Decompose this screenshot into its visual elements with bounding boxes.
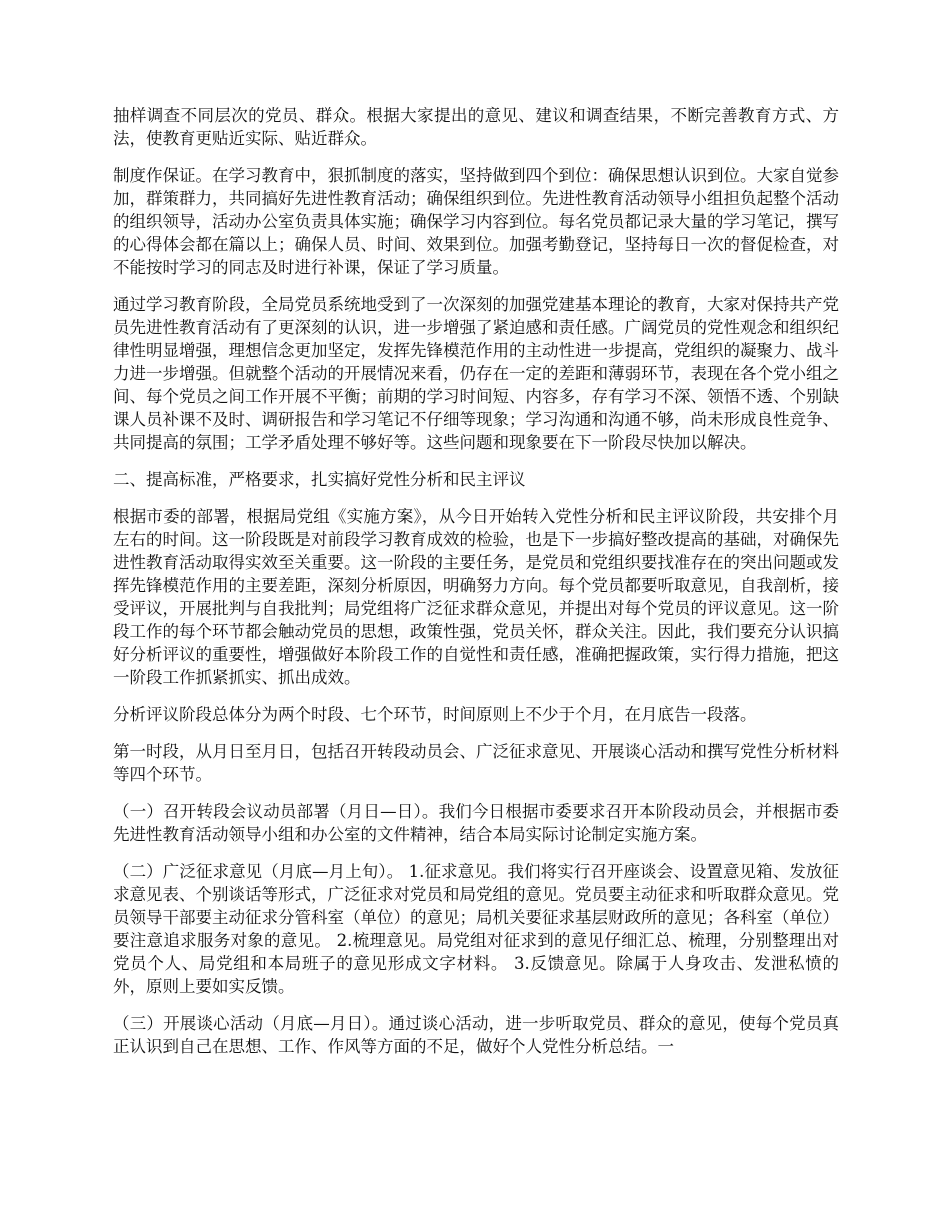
paragraph-system-guarantee: 制度作保证。在学习教育中，狠抓制度的落实，坚持做到四个到位：确保思想认识到位。大家自觉参加，群策群力，共同搞好先进性教育活动；确保组织到位。先进性教育活动领导小组担负起整个活动的组织领导，活动办公室负责具体实施；确保学习内容到位。每名党员都记录大量的学习笔记，撰写的心得体会都在篇以上；确保人员、时间、效果到位。加强考勤登记，坚持每日一次的督促检查，对不能按时学习的同志及时进行补课，保证了学习质量。	[113, 166, 839, 277]
paragraph-study-results: 通过学习教育阶段，全局党员系统地受到了一次深刻的加强党建基本理论的教育，大家对保持共产党员先进性教育活动有了更深刻的认识，进一步增强了紧迫感和责任感。广阔党员的党性观念和组织纪律性明显增强，理想信念更加坚定，发挥先锋模范作用的主动性进一步提高，党组织的凝聚力、战斗力进一步增强。但就整个活动的开展情况来看，仍存在一定的差距和薄弱环节，表现在各个党小组之间、每个党员之间工作开展不平衡；前期的学习时间短、内容多，存有学习不深、领悟不透、个别缺课人员补课不及时、调研报告和学习笔记不仔细等现象；学习沟通和沟通不够，尚未形成良性竞争、共同提高的氛围；工学矛盾处理不够好等。这些问题和现象要在下一阶段尽快加以解决。	[113, 295, 839, 452]
section-heading: 二、提高标准，严格要求，扎实搞好党性分析和民主评议	[113, 470, 526, 489]
paragraph-item-2: （二）广泛征求意见（月底—月上旬）。 1.征求意见。我们将实行召开座谈会、设置意见箱、发放征求意见表、个别谈话等形式，广泛征求对党员和局党组的意见。党员要主动征求和听取群众意见。党员领导干部要主动征求分管科室（单位）的意见；局机关要征求基层财政所的意见；各科室（单位）要注意追求服务对象的意见。 2.梳理意见。局党组对征求到的意见仔细汇总、梳理，分别整理出对党员个人、局党组和本局班子的意见形成文字材料。 3.反馈意见。除属于人身攻击、发泄私愤的外，原则上要如实反馈。	[113, 862, 839, 996]
paragraph-first-period: 第一时段，从月日至月日，包括召开转段动员会、广泛征求意见、开展谈心活动和撰写党性分析材料等四个环节。	[113, 742, 839, 784]
paragraph-item-3: （三）开展谈心活动（月底—月日）。通过谈心活动，进一步听取党员、群众的意见，使每个党员真正认识到自己在思想、工作、作风等方面的不足，做好个人党性分析总结。一	[113, 1014, 839, 1056]
paragraph-item-1: （一）召开转段会议动员部署（月日—日）。我们今日根据市委要求召开本阶段动员会，并根据市委先进性教育活动领导小组和办公室的文件精神，结合本局实际讨论制定实施方案。	[113, 802, 839, 844]
document-body	[113, 104, 839, 1072]
paragraph-analysis-stage: 根据市委的部署，根据局党组《实施方案》，从今日开始转入党性分析和民主评议阶段，共安排个月左右的时间。这一阶段既是对前段学习教育成效的检验，也是下一步搞好整改提高的基础，对确保先进性教育活动取得实效至关重要。这一阶段的主要任务，是党员和党组织要找准存在的突出问题或发挥先锋模范作用的主要差距，深刻分析原因，明确努力方向。每个党员都要听取意见，自我剖析，接受评议，开展批判与自我批判；局党组将广泛征求群众意见，并提出对每个党员的评议意见。这一阶段工作的每个环节都会触动党员的思想，政策性强，党员关怀，群众关注。因此，我们要充分认识搞好分析评议的重要性，增强做好本阶段工作的自觉性和责任感，准确把握政策，实行得力措施，把这一阶段工作抓紧抓实、抓出成效。	[113, 507, 839, 687]
paragraph-stage-overview: 分析评议阶段总体分为两个时段、七个环节，时间原则上不少于个月，在月底告一段落。	[113, 705, 757, 724]
paragraph-sampling-survey: 抽样调查不同层次的党员、群众。根据大家提出的意见、建议和调查结果，不断完善教育方式、方法，使教育更贴近实际、贴近群众。	[113, 106, 839, 148]
